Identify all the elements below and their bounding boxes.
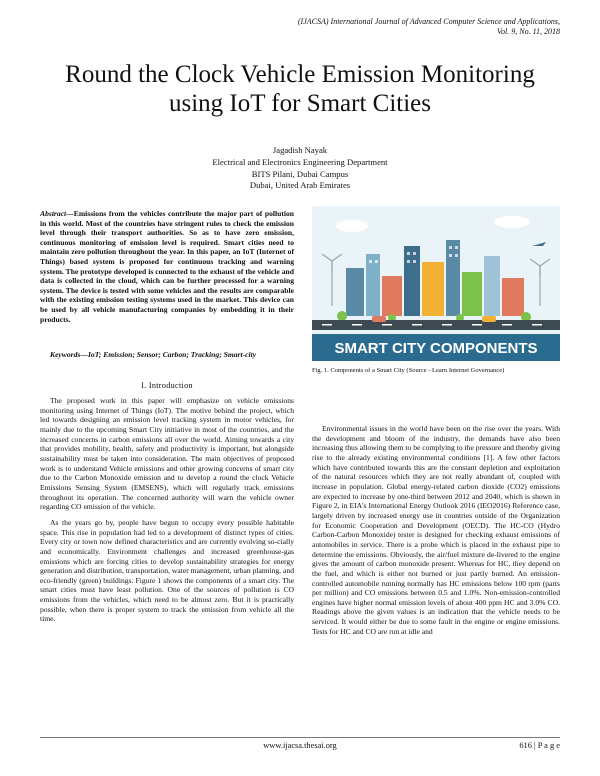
journal-volume: Vol. 9, No. 11, 2018: [497, 27, 560, 36]
paragraph: As the years go by, people have begun to occupy every possible habitable space. This rise in population had led to a development of distinct types of cities. Every city or town now defined characteristics and are currently evolving so-cially and economically. Environment challenges and increased greenhouse-gas emissions which are forcing cities to develop sustainability strategies for energy generation and distribution, transportation, water management, urban planning, and eco-friendly (green) buildings. Figure 1 shows the components of a smart city. The smart cities must have least pollution. One of the sources of pollution is CO emissions from the vehicles, which need to be almost zero. But it is practically possible, when there is proper system to track the emission from vehicle all the time.: [40, 517, 294, 624]
author-dept: Electrical and Electronics Engineering Department: [212, 156, 388, 167]
road: [312, 320, 560, 330]
footer-url: www.ijacsa.thesai.org: [263, 741, 337, 750]
author-name: Jagadish Nayak: [272, 145, 328, 155]
section-heading: I. Introduction: [141, 381, 193, 390]
abstract-text: —Emissions from the vehicles contribute the major part of pollution in this world. Most of the countries have stringent rules to check the emission level through their transport authorities. So as to have zero emission, continuous monitoring of emission level is required. Smart cities need to maintain zero pollution throughout the year. In this paper, an IoT (Internet of Things) based system is proposed for continuous tracking and warning system. The prototype developed is connected to the exhaust of the vehicle and data is collected in the cloud, which can be further processed for a warning system. The device is tested with some vehicles and the results are comparable with the existing emission testing systems used in the market. This device can be used by all vehicle manufacturing companies by embedding it in their products.: [40, 209, 294, 324]
plane-icon: [532, 242, 546, 246]
footer-rule: [40, 737, 560, 738]
journal-name: (IJACSA) International Journal of Advanced Computer Science and Applications,: [297, 17, 560, 26]
author-block: [0, 145, 600, 192]
car-icon: [482, 316, 496, 322]
right-column: [312, 424, 560, 636]
figure-banner: SMART CITY COMPONENTS: [334, 340, 538, 357]
page-number: 616 | P a g e: [519, 741, 560, 750]
running-header: [298, 17, 560, 37]
keywords: Keywords—IoT; Emission; Sensor; Carbon; Tracking; Smart-city: [50, 350, 257, 359]
author-city: Dubai, United Arab Emirates: [249, 180, 351, 191]
left-column: [40, 396, 294, 630]
author-campus: BITS Pilani, Dubai Campus: [251, 168, 349, 179]
car-icon: [372, 316, 386, 322]
buildings: [346, 240, 524, 316]
abstract: [40, 209, 294, 324]
figure-smart-city: [312, 206, 560, 361]
figure-caption: Fig. 1. Components of a Smart City (Source - Learn Internet Governance): [312, 367, 505, 374]
paragraph: Environmental issues in the world have been on the rise over the years. With the development and bloom of the industry, the demands have also been increasing thus allowing them to be complying to the pressure and thereby giving rise to the already existing environmental conditions [1]. A few other factors which have contributed towards this are the constant depletion and exploitation of the natural resources which they are not really abundant of, coupled with increase in population. Global energy-related carbon dioxide (CO2) emissions are expected to increase by one-third between 2012 and 2040, which is shown in Figure 2, in EIA's International Energy Outlook 2016 (IEO2016) Reference case, largely driven by increased energy use in countries outside of the Organization for Economic Cooperation and Development (OECD). The HC-CO (Hydro Carbon-Carbon Monoxide) tester is designed for checking exhaust emissions of automobiles in service. There is a probe which is placed in the exhaust pipe to determine the emissions. Obviously, the air/fuel mixture de-livered to the engine gives the amount of carbon monoxide present. Whereas for HC, they depend on the fuel, and which is either not burned or just partly burned. An emission-controlled automobile running normally has HC emissions below 100 rpm (parts per million) and CO emissions between 0.5 and 1.0%. Non-emission-controlled engines have higher normal emission levels of about 400 ppm HC and 3.0% CO. Readings above the given values is an indication that the vehicle needs to be serviced. It would either be due to some fault in the engine or engine emissions. Tests for HC and CO are run at idle and: [312, 424, 560, 636]
paper-title: Round the Clock Vehicle Emission Monitoring using IoT for Smart Cities: [65, 61, 535, 117]
smart-city-illustration: [312, 206, 560, 361]
paragraph: The proposed work in this paper will emphasize on vehicle emissions monitoring using Internet of Things (IoT). The motive behind the project, which led towards designing an emission level tracking system in motor vehicles, for mainly due to the upcoming Smart City initiative in most of the countries, and the increased concerns in carbon emissions all over the world. Aiming towards a city that provides mobility, health, safety and productivity is important, but alongside sustainability must be taken into consideration. The main objectives of proposed work is to understand Vehicle emissions and other growing concerns of smart city due to the Carbon Monoxide emission and to develop a round the clock Vehicle Emissions Sensing System (EMSENS), which will regularly track emissions throughout its operation. The concerned authority will warn the vehicle owner regarding CO emission of the vehicle.: [40, 396, 294, 512]
abstract-label: Abstract: [40, 209, 67, 218]
